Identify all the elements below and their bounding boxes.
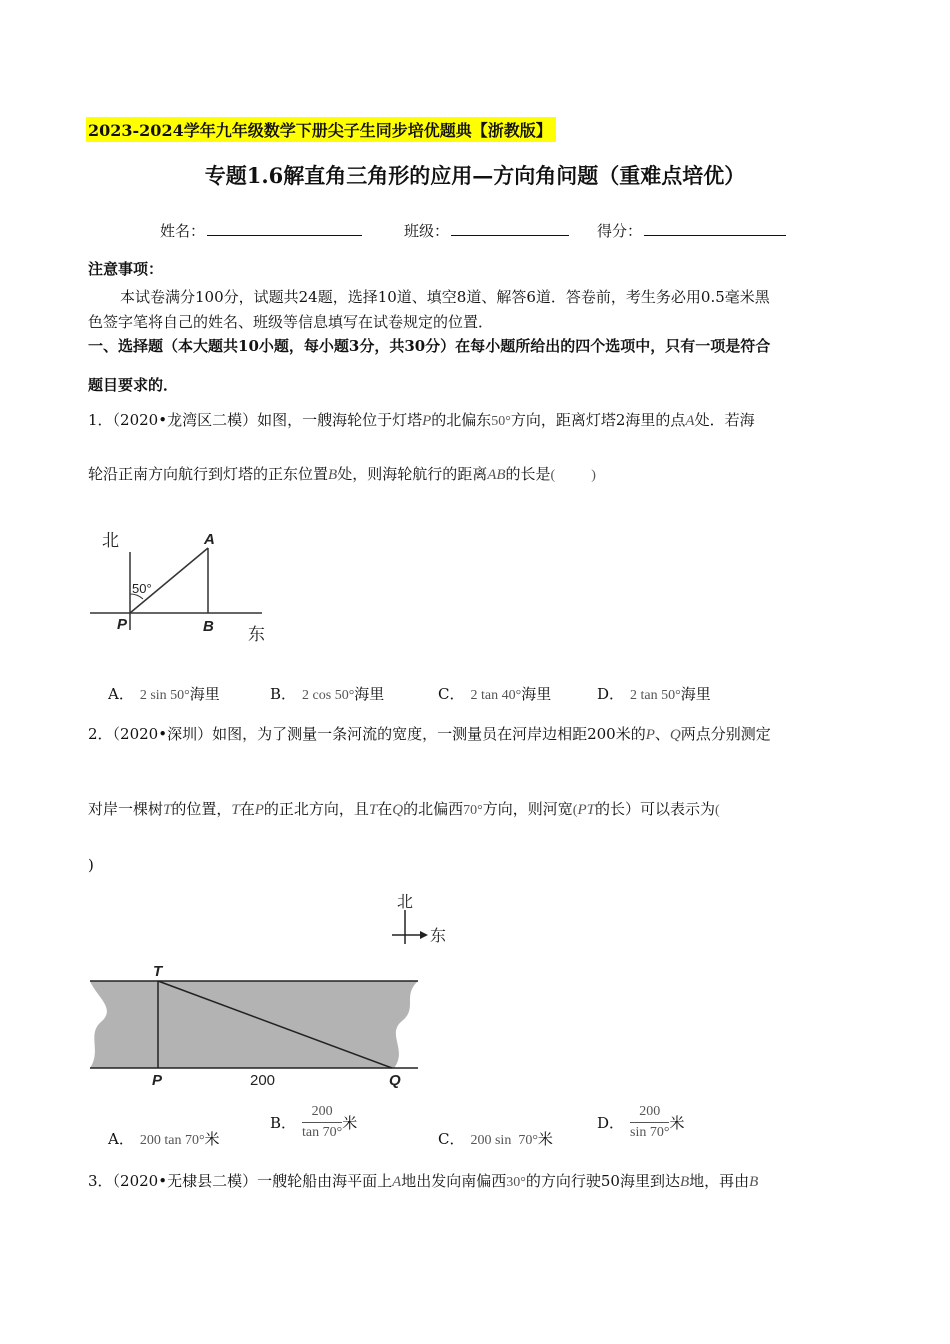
compass-arrow-icon	[420, 931, 428, 939]
compass-east-label: 东	[430, 928, 447, 945]
q1-option-c[interactable]: C． 2 tan 40°海里	[438, 685, 552, 703]
class-blank[interactable]	[451, 221, 569, 236]
angle-label: 50°	[132, 581, 152, 596]
q2-option-c[interactable]: C． 200 sin 70°米	[438, 1130, 553, 1148]
section-heading-1: 一、选择题（本大题共10小题，每小题3分，共30分）在每小题所给出的四个选项中，只有一项是符合	[88, 337, 771, 355]
name-field[interactable]	[160, 220, 362, 241]
q2-option-d[interactable]: D． $\frac{200}{\sin 70^\circ}$ 米	[597, 1104, 685, 1140]
notice-line-1: 本试卷满分100分，试题共24题，选择10道、填空8道、解答6道．答卷前，考生务必用0.5毫米黑	[120, 288, 770, 306]
point-a-label: A	[204, 531, 215, 548]
north-label: 北	[102, 531, 119, 550]
score-blank[interactable]	[644, 221, 786, 236]
q2-line-2: 对岸一棵树T的位置，T在P的正北方向，且T在Q的北偏西70°方向，则河宽(PT的长）可以表示为(	[88, 800, 720, 818]
notice-line-2: 色签字笔将自己的姓名、班级等信息填写在试卷规定的位置．	[88, 313, 494, 331]
distance-label: 200	[250, 1072, 276, 1089]
score-label: 得分：	[597, 222, 643, 240]
east-label: 东	[248, 625, 265, 644]
q2-option-a[interactable]: A． 200 tan 70°米	[108, 1130, 220, 1148]
q1-option-b[interactable]: B． 2 cos 50°海里	[270, 685, 385, 703]
q1-figure	[86, 522, 276, 652]
compass-north-label: 北	[397, 894, 414, 911]
q2-line-3: )	[88, 856, 94, 874]
q1-line-1: 1．（2020•龙湾区二模）如图，一艘海轮位于灯塔P的北偏东50°方向，距离灯塔2海里的点A处．若海	[88, 411, 755, 429]
page-title: 专题1.6解直角三角形的应用—方向角问题（重难点培优）	[204, 163, 746, 188]
q2-line-1: 2．（2020•深圳）如图，为了测量一条河流的宽度，一测量员在河岸边相距200米的P、Q两点分别测定	[88, 725, 771, 743]
score-field[interactable]	[597, 220, 786, 241]
point-p-label: P	[117, 616, 128, 633]
class-field[interactable]	[404, 220, 569, 241]
point-t-label: T	[153, 963, 163, 980]
q1-option-a[interactable]: A． 2 sin 50°海里	[108, 685, 220, 703]
river-area	[90, 981, 418, 1068]
q3-line-1: 3．（2020•无棣县二模）一艘轮船由海平面上A地出发向南偏西30°的方向行驶50海里到达B地，再由B	[88, 1172, 759, 1190]
class-label: 班级：	[404, 222, 450, 240]
section-heading-2: 题目要求的．	[88, 376, 179, 394]
q2-option-b[interactable]: B． $\frac{200}{\tan 70^\circ}$ 米	[270, 1104, 358, 1140]
point-p-label: P	[152, 1072, 163, 1089]
point-b-label: B	[203, 618, 214, 635]
point-q-label: Q	[389, 1072, 401, 1089]
name-blank[interactable]	[207, 221, 362, 236]
series-banner: 2023-2024学年九年级数学下册尖子生同步培优题典【浙教版】	[86, 117, 556, 142]
q1-option-d[interactable]: D． 2 tan 50°海里	[597, 685, 711, 703]
name-label: 姓名：	[160, 222, 206, 240]
notice-heading: 注意事项：	[88, 260, 164, 278]
q1-line-2: 轮沿正南方向航行到灯塔的正东位置B处，则海轮航行的距离AB的长是( )	[88, 465, 596, 483]
q2-figure	[86, 888, 466, 1100]
